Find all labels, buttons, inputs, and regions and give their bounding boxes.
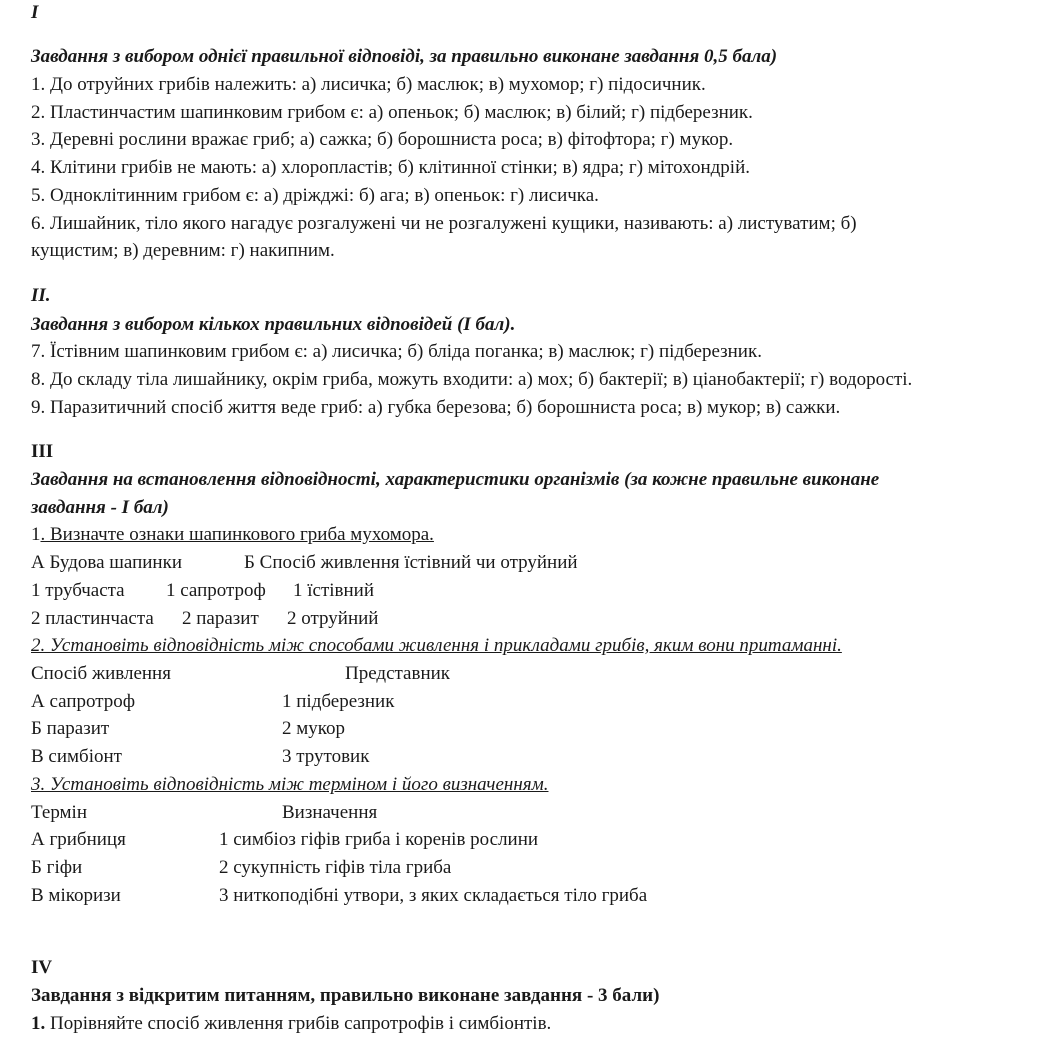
open-question-number: 1. [31, 1013, 46, 1034]
question-6-line-2: кущистим; в) деревним: г) накипним. [31, 240, 335, 261]
task-2-row-left: А сапротроф [31, 691, 136, 712]
question-7: 7. Їстівним шапинковим грибом є: а) лисичка; б) бліда поганка; в) маслюк; г) підберезник. [31, 341, 762, 362]
task-1-column-a: А Будова шапинки [31, 552, 182, 573]
section-4-heading: Завдання з відкритим питанням, правильно виконане завдання - 3 бали) [31, 985, 660, 1006]
open-question-1 [31, 1013, 551, 1035]
section-3-heading-line-2: завдання - І бал) [31, 497, 169, 518]
task-1-option: 1 трубчаста [31, 580, 125, 601]
question-4: 4. Клітини грибів не мають: а) хлоропластів; б) клітинної стінки; в) ядра; г) мітохондрій. [31, 157, 750, 178]
task-1-option: 2 пластинчаста [31, 608, 154, 629]
task-3-title: 3. Установіть відповідність між терміном і його визначенням. [31, 774, 549, 795]
task-3-row-right: 1 симбіоз гіфів гриба і коренів рослини [219, 829, 539, 850]
question-1: 1. До отруйних грибів належить: а) лисичка; б) маслюк; в) мухомор; г) підосичник. [31, 74, 706, 95]
task-2-header-right: Представник [345, 663, 451, 684]
section-2-number: II. [31, 285, 51, 306]
task-3-header-right: Визначення [282, 802, 378, 823]
task-1-title [31, 524, 434, 546]
task-1-option: 1 сапротроф [166, 580, 266, 601]
task-1-column-b: Б Спосіб живлення їстівний чи отруйний [244, 552, 578, 573]
task-2-row-right: 2 мукор [282, 718, 346, 739]
task-2-header-left: Спосіб живлення [31, 663, 171, 684]
section-4-number: IV [31, 957, 53, 978]
task-2-row-right: 1 підберезник [282, 691, 395, 712]
task-2-row-left: Б паразит [31, 718, 110, 739]
section-2-heading: Завдання з вибором кількох правильних відповідей (І бал). [31, 314, 516, 335]
section-1-heading: Завдання з вибором однієї правильної відповіді, за правильно виконане завдання 0,5 бала) [31, 46, 778, 67]
question-5: 5. Одноклітинним грибом є: а) дріжджі: б) ага; в) опеньок: г) лисичка. [31, 185, 599, 206]
section-3-heading-line-1: Завдання на встановлення відповідності, характеристики організмів (за кожне правильне виконане [31, 469, 880, 490]
task-1-option: 2 паразит [182, 608, 259, 629]
section-1-number: I [31, 2, 39, 23]
task-3-row-left: В мікоризи [31, 885, 121, 906]
task-1-option: 2 отруйний [287, 608, 379, 629]
task-3-header-left: Термін [31, 802, 87, 823]
section-3-number: III [31, 441, 54, 462]
task-3-row-right: 3 ниткоподібні утвори, з яких складається тіло гриба [219, 885, 648, 906]
task-3-row-left: Б гіфи [31, 857, 83, 878]
task-2-row-right: 3 трутовик [282, 746, 370, 767]
question-2: 2. Пластинчастим шапинковим грибом є: а) опеньок; б) маслюк; в) білий; г) підберезник. [31, 102, 753, 123]
question-9: 9. Паразитичний спосіб життя веде гриб: а) губка березова; б) борошниста роса; в) мукор; в) сажки. [31, 397, 841, 418]
question-3: 3. Деревні рослини вражає гриб; а) сажка; б) борошниста роса; в) фітофтора; г) мукор. [31, 129, 734, 150]
open-question-text: Порівняйте спосіб живлення грибів сапротрофів і симбіонтів. [45, 1013, 552, 1034]
task-2-row-left: В симбіонт [31, 746, 122, 767]
task-3-row-right: 2 сукупність гіфів тіла гриба [219, 857, 452, 878]
task-1-option: 1 їстівний [293, 580, 375, 601]
task-1-number: 1 [31, 524, 41, 545]
task-3-row-left: А грибниця [31, 829, 126, 850]
task-2-title: 2. Установіть відповідність між способами живлення і прикладами грибів, яким вони притаманні. [31, 635, 842, 656]
question-8: 8. До складу тіла лишайнику, окрім гриба, можуть входити: а) мох; б) бактерії; в) ціанобактерії; г) водорості. [31, 369, 913, 390]
task-1-text: . Визначте ознаки шапинкового гриба мухомора. [40, 524, 434, 545]
question-6-line-1: 6. Лишайник, тіло якого нагадує розгалужені чи не розгалужені кущики, називають: а) листуватим; б) [31, 213, 857, 234]
